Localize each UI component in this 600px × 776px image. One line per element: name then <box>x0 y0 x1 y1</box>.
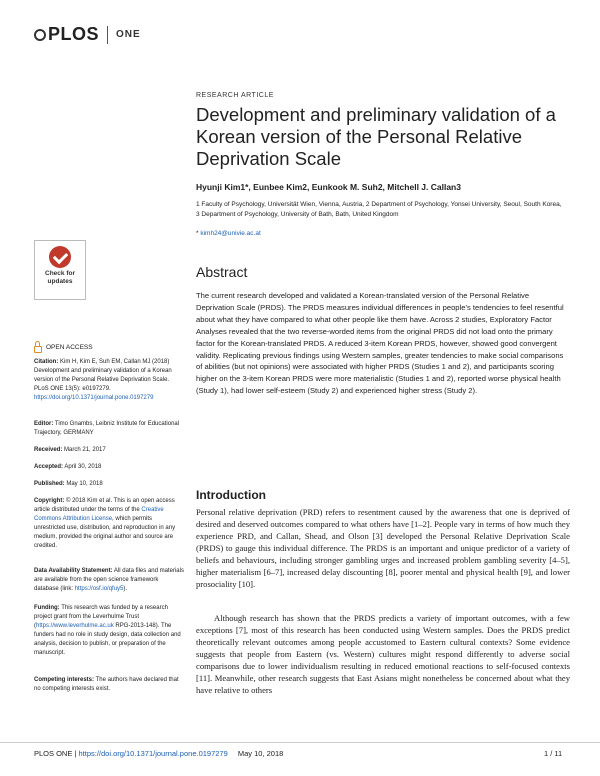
footer-divider <box>0 742 600 743</box>
osf-link[interactable]: https://osf.io/qfuy5 <box>74 586 124 592</box>
published-date: May 10, 2018 <box>66 481 103 487</box>
editor-text: Timo Gnambs, Leibniz Institute for Educational Trajectory, GERMANY <box>34 421 180 436</box>
check-for-updates-badge[interactable] <box>34 240 86 300</box>
accepted-label: Accepted: <box>34 464 64 470</box>
plos-logo-icon <box>34 29 46 41</box>
footer-separator: | <box>72 749 79 758</box>
received-block <box>34 446 184 455</box>
funding-block <box>34 604 184 658</box>
logo-subtitle: ONE <box>116 29 141 40</box>
published-label: Published: <box>34 481 65 487</box>
leverhulme-link[interactable]: https://www.leverhulme.ac.uk <box>36 623 114 629</box>
introduction-paragraph-1: Personal relative deprivation (PRD) refers to resentment caused by the awareness that one is deprived of desired and deserved outcomes compared to what others have [1–2]. People vary in terms of how much they experience PRD, and Callan, Shead, and Olson [3] developed the Personal Relative Deprivation Scale (PRDS) to gauge this individual difference. The PRDS is an important and unique predictor of a variety of beliefs and behaviours, including stronger gambling urges and increased problem gambling severity [4–5], higher materialism [6–7], increased delay discounting [8], poorer mental and physical health [9], and lower prosociality [10]. <box>196 507 570 589</box>
data-availability-end: ). <box>123 586 128 592</box>
abstract-heading: Abstract <box>196 264 248 280</box>
open-lock-icon <box>34 346 42 353</box>
citation-text: Kim H, Kim E, Suh EM, Callan MJ (2018) Development and preliminary validation of a Korean version of the Personal Relative Deprivation Scale. PLoS ONE 13(5): e0197279. <box>34 359 172 392</box>
copyright-text-end: , which permits unrestricted use, distribution, and reproduction in any medium, provided the original author and source are credited. <box>34 516 176 549</box>
article-type: RESEARCH ARTICLE <box>196 92 274 99</box>
footer-date: May 10, 2018 <box>237 749 284 758</box>
published-block <box>34 480 184 489</box>
email-link[interactable]: kimh24@univie.ac.at <box>200 230 261 237</box>
copyright-block <box>34 497 184 551</box>
competing-interests-block <box>34 676 184 694</box>
introduction-heading: Introduction <box>196 488 266 502</box>
accepted-block <box>34 463 184 472</box>
plos-logo <box>34 24 141 45</box>
funding-text-end: RPG-2013-148). The funders had no role in study design, data collection and analysis, decision to publish, or preparation of the manuscript. <box>34 623 181 656</box>
funding-label: Funding: <box>34 605 60 611</box>
article-title: Development and preliminary validation of a Korean version of the Personal Relative Deprivation Scale <box>196 104 556 169</box>
introduction-paragraph-2: Although research has shown that the PRDS predicts a variety of important outcomes, with a few exceptions [7], most of this research has been conducted using Western samples. Does the PRDS predict theoretically relevant outcomes among people accustomed to Eastern cultural contexts? Some evidence suggests that people from Eastern (vs. Western) cultures might respond differently to adverse social comparisons due to lower individualism resulting in reduced emotional reactions to self-focused contexts [11]. Meanwhile, other research suggests that East Asians might nonetheless be concerned about what they have relative to others <box>196 613 570 695</box>
data-availability-label: Data Availability Statement: <box>34 568 113 574</box>
citation-block <box>34 358 184 403</box>
open-access <box>34 344 93 351</box>
logo-text: PLOS <box>48 24 100 44</box>
editor-label: Editor: <box>34 421 54 427</box>
data-availability-text: All data files and materials are available from the open science framework database (link: <box>34 568 184 592</box>
abstract-text: The current research developed and validated a Korean-translated version of the Personal Relative Deprivation Scale (PRDS). The PRDS measures individual differences in people’s tendencies to feel resentful about what they have compared to what other people like them have. Across 2 studies, Exploratory Factor Analyses revealed that the two reverse-worded items from the original PRDS did not load onto the primary factor for the Korean-translated PRDS. A reduced 3-item Korean PRDS, however, showed good convergent validity. Replicating previous findings using Western samples, greater tendencies to make social comparisons of abilities (but not opinions) were associated with higher PRDS (Studies 1 and 2), and participants scoring higher on the 3-item Korean PRDS were more materialistic (Studies 1 and 2), reported worse physical health (Study 1), had lower self-esteem (Study 2) and experienced higher stress (Study 2). <box>196 291 564 396</box>
funding-text: This research was funded by a research project grant from the Leverhulme Trust ( <box>34 605 168 629</box>
open-access-label: OPEN ACCESS <box>46 344 93 351</box>
page-number: 1 / 11 <box>544 749 563 758</box>
footer-doi-link[interactable]: https://doi.org/10.1371/journal.pone.0197279 <box>78 749 228 758</box>
copyright-label: Copyright: <box>34 498 65 504</box>
page-footer <box>34 749 564 758</box>
received-date: March 21, 2017 <box>64 447 106 453</box>
citation-doi-link[interactable]: https://doi.org/10.1371/journal.pone.0197279 <box>34 395 154 401</box>
data-availability-block <box>34 567 184 594</box>
copyright-text: © 2018 Kim et al. This is an open access article distributed under the terms of the <box>34 498 175 513</box>
check-for-updates-label: Check for updates <box>45 270 75 285</box>
affiliations: 1 Faculty of Psychology, Universität Wien, Vienna, Austria, 2 Department of Psychology, Yonsei University, Seoul, South Korea, 3 Department of Psychology, University of Bath, Bath, United Kingdom <box>196 201 562 218</box>
author-list: Hyunji Kim1*, Eunbee Kim2, Eunkook M. Suh2, Mitchell J. Callan3 <box>196 182 461 192</box>
competing-interests-label: Competing interests: <box>34 677 95 683</box>
editor-block <box>34 420 184 438</box>
received-label: Received: <box>34 447 63 453</box>
check-icon <box>49 246 71 268</box>
citation-label: Citation: <box>34 359 59 365</box>
email-star: * <box>196 230 199 237</box>
accepted-date: April 30, 2018 <box>64 464 102 470</box>
corresponding-email <box>196 230 261 237</box>
logo-divider <box>107 26 108 44</box>
competing-interests-text: The authors have declared that no competing interests exist. <box>34 677 179 692</box>
license-link[interactable]: Creative Commons Attribution License <box>34 507 164 522</box>
footer-journal: PLOS ONE <box>34 749 73 758</box>
